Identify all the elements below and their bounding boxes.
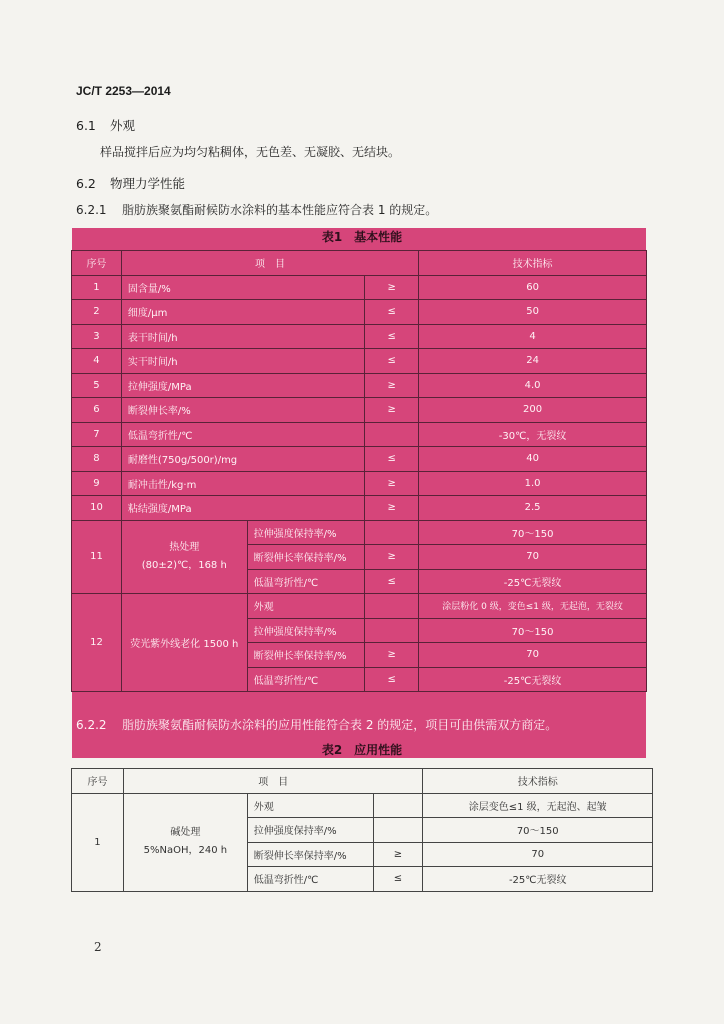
header-no: 序号 bbox=[72, 769, 124, 794]
section-6-1-text: 样品搅拌后应为均匀粘稠体，无色差、无凝胶、无结块。 bbox=[100, 145, 401, 159]
spec-value: 2.5 bbox=[419, 496, 647, 521]
operator bbox=[365, 422, 419, 447]
operator bbox=[373, 793, 423, 818]
sub-item: 外观 bbox=[247, 594, 365, 619]
spec-value: 200 bbox=[419, 398, 647, 423]
table1-caption: 表1 基本性能 bbox=[321, 230, 403, 244]
spec-value: 70 bbox=[419, 643, 647, 668]
spec-value: 40 bbox=[419, 447, 647, 472]
item-label: 耐冲击性/kg·m bbox=[121, 471, 364, 496]
operator: ≤ bbox=[365, 667, 419, 692]
operator bbox=[365, 594, 419, 619]
spec-value: -25℃无裂纹 bbox=[423, 867, 653, 892]
operator: ≤ bbox=[365, 447, 419, 472]
operator: ≥ bbox=[365, 398, 419, 423]
item-label: 表干时间/h bbox=[121, 324, 364, 349]
section-6-2-heading bbox=[76, 174, 185, 192]
section-number: 6.1 bbox=[76, 118, 96, 133]
spec-value: 70 bbox=[423, 842, 653, 867]
item-label: 低温弯折性/℃ bbox=[121, 422, 364, 447]
operator bbox=[373, 818, 423, 843]
operator: ≤ bbox=[373, 867, 423, 892]
table-row bbox=[72, 594, 647, 619]
sub-item: 断裂伸长率保持率/% bbox=[247, 545, 365, 570]
row-number: 10 bbox=[72, 496, 122, 521]
table2-caption: 表2 应用性能 bbox=[321, 743, 403, 757]
sub-item: 低温弯折性/℃ bbox=[247, 867, 373, 892]
item-label: 细度/μm bbox=[121, 300, 364, 325]
row-number: 1 bbox=[72, 793, 124, 891]
table-header-row bbox=[72, 251, 647, 276]
spec-value: 4 bbox=[419, 324, 647, 349]
spec-value: 24 bbox=[419, 349, 647, 374]
item-label: 实干时间/h bbox=[121, 349, 364, 374]
row-number: 3 bbox=[72, 324, 122, 349]
item-label: 断裂伸长率/% bbox=[121, 398, 364, 423]
spec-value: 涂层粉化 0 级，变色≤1 级，无起泡，无裂纹 bbox=[419, 594, 647, 619]
operator: ≥ bbox=[365, 545, 419, 570]
clause-text: 脂肪族聚氨酯耐候防水涂料的基本性能应符合表 1 的规定。 bbox=[122, 203, 438, 217]
sub-item: 外观 bbox=[247, 793, 373, 818]
clause-text: 脂肪族聚氨酯耐候防水涂料的应用性能符合表 2 的规定，项目可由供需双方商定。 bbox=[122, 718, 558, 732]
table-row bbox=[72, 398, 647, 423]
spec-value: 70～150 bbox=[419, 618, 647, 643]
operator bbox=[365, 618, 419, 643]
operator bbox=[365, 520, 419, 545]
table-row bbox=[72, 324, 647, 349]
item-label: 固含量/% bbox=[121, 275, 364, 300]
clause-number: 6.2.1 bbox=[76, 203, 107, 217]
operator: ≤ bbox=[365, 324, 419, 349]
operator: ≥ bbox=[373, 842, 423, 867]
operator: ≤ bbox=[365, 569, 419, 594]
row-number: 6 bbox=[72, 398, 122, 423]
sub-item: 拉伸强度保持率/% bbox=[247, 520, 365, 545]
table-row bbox=[72, 496, 647, 521]
item-label: 耐磨性(750g/500r)/mg bbox=[121, 447, 364, 472]
document-code: JC/T 2253—2014 bbox=[76, 84, 171, 98]
group-label bbox=[121, 520, 247, 594]
table-header-row bbox=[72, 769, 653, 794]
item-label: 拉伸强度/MPa bbox=[121, 373, 364, 398]
operator: ≤ bbox=[365, 349, 419, 374]
spec-value: 1.0 bbox=[419, 471, 647, 496]
spec-value: -30℃，无裂纹 bbox=[419, 422, 647, 447]
header-spec: 技术指标 bbox=[419, 251, 647, 276]
table-row bbox=[72, 275, 647, 300]
table-row bbox=[72, 793, 653, 818]
group-label-line: 热处理 bbox=[169, 541, 200, 553]
sub-item: 低温弯折性/℃ bbox=[247, 569, 365, 594]
application-performance-table bbox=[71, 768, 653, 892]
sub-item: 断裂伸长率保持率/% bbox=[247, 842, 373, 867]
section-title: 外观 bbox=[110, 118, 136, 133]
spec-value: 涂层变色≤1 级，无起泡、起皱 bbox=[423, 793, 653, 818]
row-number: 12 bbox=[72, 594, 122, 692]
spec-value: -25℃无裂纹 bbox=[419, 667, 647, 692]
group-label: 荧光紫外线老化 1500 h bbox=[121, 594, 247, 692]
page-number: 2 bbox=[94, 940, 102, 954]
operator: ≥ bbox=[365, 373, 419, 398]
section-6-1-heading bbox=[76, 116, 135, 134]
group-label-line: 碱处理 bbox=[170, 827, 201, 838]
basic-performance-table bbox=[71, 250, 647, 692]
spec-value: 70 bbox=[419, 545, 647, 570]
group-label bbox=[123, 793, 247, 891]
row-number: 7 bbox=[72, 422, 122, 447]
spec-value: 4.0 bbox=[419, 373, 647, 398]
operator: ≥ bbox=[365, 643, 419, 668]
table-row bbox=[72, 422, 647, 447]
operator: ≥ bbox=[365, 496, 419, 521]
row-number: 2 bbox=[72, 300, 122, 325]
table-row bbox=[72, 349, 647, 374]
header-item: 项 目 bbox=[123, 769, 423, 794]
group-label-line: (80±2)℃，168 h bbox=[141, 559, 227, 571]
sub-item: 低温弯折性/℃ bbox=[247, 667, 365, 692]
operator: ≥ bbox=[365, 275, 419, 300]
table-row bbox=[72, 471, 647, 496]
row-number: 11 bbox=[72, 520, 122, 594]
operator: ≥ bbox=[365, 471, 419, 496]
table-row bbox=[72, 520, 647, 545]
row-number: 9 bbox=[72, 471, 122, 496]
spec-value: 70～150 bbox=[423, 818, 653, 843]
clause-number: 6.2.2 bbox=[76, 718, 107, 732]
row-number: 4 bbox=[72, 349, 122, 374]
header-item: 项 目 bbox=[121, 251, 418, 276]
sub-item: 断裂伸长率保持率/% bbox=[247, 643, 365, 668]
header-no: 序号 bbox=[72, 251, 122, 276]
sub-item: 拉伸强度保持率/% bbox=[247, 818, 373, 843]
sub-item: 拉伸强度保持率/% bbox=[247, 618, 365, 643]
header-spec: 技术指标 bbox=[423, 769, 653, 794]
clause-6-2-2 bbox=[76, 716, 557, 733]
operator: ≤ bbox=[365, 300, 419, 325]
table-row bbox=[72, 300, 647, 325]
spec-value: -25℃无裂纹 bbox=[419, 569, 647, 594]
row-number: 1 bbox=[72, 275, 122, 300]
spec-value: 50 bbox=[419, 300, 647, 325]
section-title: 物理力学性能 bbox=[110, 176, 186, 191]
row-number: 5 bbox=[72, 373, 122, 398]
row-number: 8 bbox=[72, 447, 122, 472]
item-label: 粘结强度/MPa bbox=[121, 496, 364, 521]
section-number: 6.2 bbox=[76, 176, 96, 191]
spec-value: 60 bbox=[419, 275, 647, 300]
table-row bbox=[72, 447, 647, 472]
spec-value: 70～150 bbox=[419, 520, 647, 545]
clause-6-2-1 bbox=[76, 201, 437, 218]
table-row bbox=[72, 373, 647, 398]
group-label-line: 5%NaOH，240 h bbox=[143, 845, 228, 856]
